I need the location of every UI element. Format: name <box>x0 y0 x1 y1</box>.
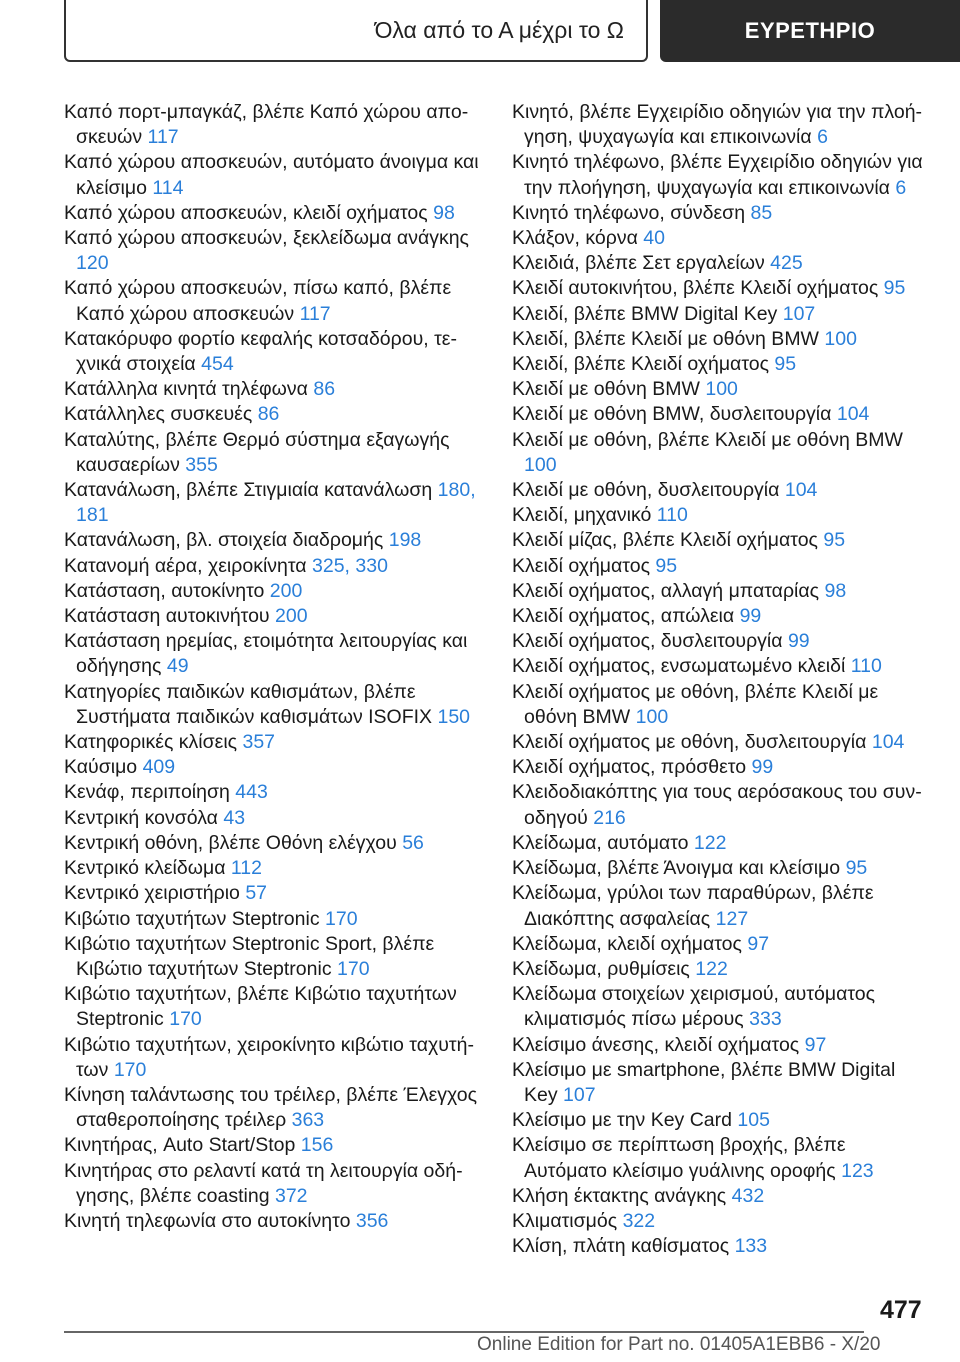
entry-text: Κεντρική κονσόλα <box>64 806 218 829</box>
index-entry <box>512 251 932 276</box>
index-entry <box>512 478 932 503</box>
entry-text: Καπό χώρου αποσκευών, κλειδί οχήματος <box>64 201 428 224</box>
entry-text: Κλειδί οχήματος, δυσλειτουργία <box>512 630 783 653</box>
index-entry <box>64 528 479 553</box>
entry-text: Κλειδί αυτοκινήτου, βλέπε Κλειδί οχήματος <box>512 277 879 300</box>
index-entry <box>512 377 932 402</box>
index-entry <box>512 780 932 830</box>
index-entry <box>512 982 932 1032</box>
entry-page-link[interactable]: 110 <box>850 655 882 678</box>
entry-page-link[interactable]: 97 <box>804 1033 827 1056</box>
index-entry <box>512 554 932 579</box>
entry-page-link[interactable]: 200 <box>269 579 303 602</box>
index-entry <box>64 100 479 150</box>
index-entry <box>512 604 932 629</box>
entry-text: Κλείδωμα, ρυθμίσεις <box>512 957 690 980</box>
index-entry <box>64 881 479 906</box>
entry-page-link[interactable]: 356 <box>355 1209 389 1232</box>
entry-text: Κιβώτιο ταχυτήτων Steptronic Sport, βλέπε Κιβώτιο ταχυτήτων Steptronic <box>64 932 435 980</box>
entry-text: Κενάφ, περιποίηση <box>64 781 230 804</box>
index-entry <box>64 428 479 478</box>
entry-page-link[interactable]: 114 <box>152 176 184 199</box>
index-entry <box>512 881 932 931</box>
entry-text: Κατακόρυφο φορτίο κεφαλής κοτσαδόρου, τεχνικά στοιχεία <box>64 327 457 376</box>
entry-text: Κατάλληλες συσκευές <box>64 403 253 426</box>
index-entry <box>512 730 932 755</box>
entry-page-link[interactable]: 95 <box>883 277 906 300</box>
index-entry <box>512 150 932 200</box>
entry-page-link[interactable]: 85 <box>750 201 773 224</box>
index-column-right <box>512 100 932 1259</box>
index-entry <box>64 377 479 402</box>
entry-page-link[interactable]: 170 <box>325 907 358 930</box>
entry-page-link[interactable]: 57 <box>245 882 268 905</box>
entry-text: Καπό πορτ-μπαγκάζ, βλέπε Καπό χώρου αποσκευών <box>64 101 469 149</box>
entry-text: Κλείδωμα, κλειδί οχήματος <box>512 932 742 955</box>
entry-page-link[interactable]: 95 <box>845 857 868 880</box>
index-entry <box>512 654 932 679</box>
index-entry <box>64 1133 479 1158</box>
entry-page-link[interactable]: 43 <box>223 806 246 829</box>
index-entry <box>512 579 932 604</box>
entry-page-link[interactable]: 6 <box>817 126 828 149</box>
entry-page-link[interactable]: 95 <box>655 554 678 577</box>
entry-page-link[interactable]: 86 <box>313 378 336 401</box>
entry-page-link[interactable]: 49 <box>166 655 189 678</box>
entry-page-link[interactable]: 372 <box>274 1184 308 1207</box>
entry-page-link[interactable]: 95 <box>774 353 797 376</box>
entry-text: Κεντρικό χειριστήριο <box>64 882 240 905</box>
entry-text: Κλειδί οχήματος, απώλεια <box>512 605 735 628</box>
entry-text: Κλείσιμο σε περίπτωση βροχής, βλέπε Αυτόματο κλείσιμο γυάλινης οροφής <box>512 1134 846 1182</box>
entry-text: Κλειδί οχήματος <box>512 554 650 577</box>
entry-page-link[interactable]: 56 <box>402 831 424 854</box>
entry-page-link[interactable]: 357 <box>242 731 276 754</box>
entry-text: Κινητή τηλεφωνία στο αυτοκίνητο <box>64 1209 351 1232</box>
entry-page-link[interactable]: 170 <box>113 1058 147 1081</box>
entry-text: Κλειδί, βλέπε Κλειδί με οθόνη BMW <box>512 327 819 350</box>
entry-text: Κεντρική οθόνη, βλέπε Οθόνη ελέγχου <box>64 831 397 854</box>
entry-page-link[interactable]: 99 <box>739 605 762 628</box>
index-entry <box>64 579 479 604</box>
index-entry <box>512 856 932 881</box>
entry-text: Κίνηση ταλάντωσης του τρέιλερ, βλέπε Έλεγχος σταθεροποίησης τρέιλερ <box>64 1083 477 1132</box>
entry-text: Καύσιμο <box>64 756 138 779</box>
entry-text: Κιβώτιο ταχυτήτων Steptronic <box>64 907 320 930</box>
entry-text: Κλείδωμα στοιχείων χειρισμού, αυτόματος κλιματισμός πίσω μέρους <box>512 983 876 1031</box>
entry-page-link[interactable]: 200 <box>275 605 308 628</box>
entry-page-link[interactable]: 100 <box>635 705 669 728</box>
index-entry <box>512 932 932 957</box>
entry-page-link[interactable]: 156 <box>300 1134 334 1157</box>
entry-text: Κλείσιμο με smartphone, βλέπε BMW Digital Key <box>512 1058 896 1106</box>
index-entry <box>64 478 479 528</box>
index-entry <box>512 831 932 856</box>
entry-text: Κινητό, βλέπε Εγχειρίδιο οδηγιών για την πλοήγηση, ψυχαγωγία και επικοινωνία <box>512 101 923 149</box>
index-entry <box>512 201 932 226</box>
index-entry <box>64 982 479 1032</box>
index-entry <box>64 629 479 679</box>
entry-page-link[interactable]: 100 <box>824 327 857 350</box>
entry-page-link[interactable]: 107 <box>563 1083 596 1106</box>
entry-page-link[interactable]: 104 <box>871 731 905 754</box>
entry-text: Κλειδί, βλέπε BMW Digital Key <box>512 302 778 325</box>
entry-page-link[interactable]: 170 <box>337 957 370 980</box>
entry-page-link[interactable]: 98 <box>824 579 847 602</box>
footer-divider <box>64 1331 864 1333</box>
entry-text: Καπό χώρου αποσκευών, ξεκλείδωμα ανάγκης <box>64 227 469 250</box>
entry-page-link[interactable]: 97 <box>747 932 770 955</box>
entry-text: Κιβώτιο ταχυτήτων, χειροκίνητο κιβώτιο ταχυτήτων <box>64 1033 474 1081</box>
entry-text: Κλίση, πλάτη καθίσματος <box>512 1235 730 1258</box>
index-entry <box>64 856 479 881</box>
index-entry <box>64 780 479 805</box>
entry-page-link[interactable]: 150 <box>437 705 471 728</box>
index-entry <box>64 680 479 730</box>
entry-text: Κινητήρας στο ρελαντί κατά τη λειτουργία οδήγησης, βλέπε coasting <box>64 1159 463 1207</box>
index-entry <box>512 528 932 553</box>
entry-text: Κινητήρας, Auto Start/Stop <box>64 1134 296 1157</box>
entry-text: Κλειδί, βλέπε Κλειδί οχήματος <box>512 353 769 376</box>
index-entry <box>512 680 932 730</box>
entry-page-link[interactable]: 105 <box>737 1109 770 1132</box>
index-entry <box>64 1083 479 1133</box>
entry-text: Καπό χώρου αποσκευών, πίσω καπό, βλέπε Καπό χώρου αποσκευών <box>64 277 452 325</box>
entry-page-link[interactable]: 443 <box>235 781 268 804</box>
index-entry <box>512 1033 932 1058</box>
entry-text: Κλείδωμα, βλέπε Άνοιγμα και κλείσιμο <box>512 857 841 880</box>
entry-page-link[interactable]: 104 <box>784 479 818 502</box>
index-entry <box>64 1209 479 1234</box>
index-entry <box>512 226 932 251</box>
entry-page-link[interactable]: 100 <box>524 453 557 476</box>
entry-page-link[interactable]: 95 <box>823 529 846 552</box>
entry-page-link[interactable]: 100 <box>705 378 738 401</box>
index-entry <box>64 730 479 755</box>
entry-text: Καταλύτης, βλέπε Θερμό σύστημα εξαγωγής καυσαερίων <box>64 428 450 476</box>
index-entry <box>512 428 932 478</box>
entry-text: Κλειδί με οθόνη, βλέπε Κλειδί με οθόνη BMW <box>512 428 903 451</box>
entry-page-link[interactable]: 120 <box>76 252 109 275</box>
entry-text: Κλειδί οχήματος, ενσωματωμένο κλειδί <box>512 655 846 678</box>
entry-page-link[interactable]: 133 <box>734 1235 768 1258</box>
entry-page-link[interactable]: 117 <box>299 302 331 325</box>
entry-page-link[interactable]: 333 <box>749 1008 782 1031</box>
entry-text: Κατάσταση ηρεμίας, ετοιμότητα λειτουργίας και οδήγησης <box>64 630 468 678</box>
entry-page-link[interactable]: 107 <box>782 302 816 325</box>
entry-text: Κλείδωμα, γρύλοι των παραθύρων, βλέπε Διακόπτης ασφαλείας <box>512 882 874 930</box>
entry-text: Κλείσιμο με την Key Card <box>512 1109 732 1132</box>
entry-text: Κατανάλωση, βλέπε Στιγμιαία κατανάλωση <box>64 479 433 502</box>
entry-text: Κεντρικό κλείδωμα <box>64 857 226 880</box>
entry-text: Κλειδί οχήματος, πρόσθετο <box>512 756 747 779</box>
index-entry <box>64 201 479 226</box>
entry-text: Κλειδί οχήματος, αλλαγή μπαταρίας <box>512 579 820 602</box>
index-entry <box>512 1209 932 1234</box>
entry-text: Καπό χώρου αποσκευών, αυτόματο άνοιγμα και κλείσιμο <box>64 151 479 199</box>
entry-text: Κλάξον, κόρνα <box>512 227 638 250</box>
index-entry <box>64 907 479 932</box>
entry-text: Κατάσταση, αυτοκίνητο <box>64 579 265 602</box>
entry-text: Κλειδιά, βλέπε Σετ εργαλείων <box>512 252 765 275</box>
entry-page-link[interactable]: 117 <box>147 126 179 149</box>
index-column-left <box>64 100 479 1234</box>
entry-page-link[interactable]: 363 <box>291 1109 325 1132</box>
entry-text: Κιβώτιο ταχυτήτων, βλέπε Κιβώτιο ταχυτήτων Steptronic <box>64 983 457 1031</box>
entry-page-link[interactable]: 409 <box>142 756 176 779</box>
entry-text: Κλείσιμο άνεσης, κλειδί οχήματος <box>512 1033 800 1056</box>
index-entry <box>64 755 479 780</box>
index-entry <box>512 1108 932 1133</box>
entry-text: Κινητό τηλέφωνο, βλέπε Εγχειρίδιο οδηγιών για την πλοήγηση, ψυχαγωγία και επικοινωνία <box>512 151 923 199</box>
entry-page-link[interactable]: 454 <box>201 353 234 376</box>
entry-page-link[interactable]: 216 <box>593 806 626 829</box>
index-entry <box>64 932 479 982</box>
entry-page-link[interactable]: 110 <box>656 504 688 527</box>
index-entry <box>512 503 932 528</box>
entry-page-link[interactable]: 122 <box>695 957 728 980</box>
entry-page-link[interactable]: 123 <box>841 1159 874 1182</box>
entry-text: Κατάλληλα κινητά τηλέφωνα <box>64 378 308 401</box>
entry-text: Κλειδοδιακόπτης για τους αερόσακους του συνοδηγού <box>512 781 922 829</box>
entry-page-link[interactable]: 180, 181 <box>76 479 476 527</box>
index-entry <box>512 302 932 327</box>
entry-page-link[interactable]: 6 <box>895 176 907 199</box>
index-tab[interactable]: ΕΥΡΕΤΗΡΙΟ <box>660 0 960 62</box>
entry-text: Κατανομή αέρα, χειροκίνητα <box>64 554 307 577</box>
index-entry <box>64 226 479 276</box>
entry-text: Κλειδί, μηχανικό <box>512 504 652 527</box>
entry-page-link[interactable]: 322 <box>622 1209 656 1232</box>
index-entry <box>64 402 479 427</box>
page-header <box>64 0 960 64</box>
entry-page-link[interactable]: 112 <box>230 857 262 880</box>
entry-text: Κλειδί οχήματος με οθόνη, βλέπε Κλειδί με οθόνη BMW <box>512 680 879 728</box>
entry-text: Κλείδωμα, αυτόματο <box>512 831 689 854</box>
entry-page-link[interactable]: 40 <box>643 227 665 250</box>
index-entry <box>64 831 479 856</box>
index-entry <box>64 276 479 326</box>
index-entry <box>64 150 479 200</box>
index-entry <box>512 327 932 352</box>
index-entry <box>64 806 479 831</box>
entry-page-link[interactable]: 425 <box>770 252 803 275</box>
entry-text: Κλειδί οχήματος με οθόνη, δυσλειτουργία <box>512 731 867 754</box>
entry-page-link[interactable]: 432 <box>731 1184 765 1207</box>
page-number: 477 <box>880 1296 922 1324</box>
entry-page-link[interactable]: 325, 330 <box>312 554 388 577</box>
entry-page-link[interactable]: 86 <box>257 403 280 426</box>
entry-text: Κατανάλωση, βλ. στοιχεία διαδρομής <box>64 529 384 552</box>
entry-page-link[interactable]: 127 <box>715 907 749 930</box>
index-entry <box>512 402 932 427</box>
index-entry <box>64 1159 479 1209</box>
index-entry <box>512 100 932 150</box>
entry-page-link[interactable]: 99 <box>751 756 774 779</box>
index-entry <box>512 629 932 654</box>
section-title: Όλα από το Α μέχρι το Ω <box>64 0 648 62</box>
index-entry <box>512 276 932 301</box>
entry-page-link[interactable]: 104 <box>836 403 870 426</box>
entry-text: Κατηφορικές κλίσεις <box>64 731 238 754</box>
index-entry <box>64 604 479 629</box>
entry-text: Κλιματισμός <box>512 1209 618 1232</box>
index-entry <box>512 1184 932 1209</box>
index-entry <box>64 1033 479 1083</box>
index-entry <box>512 1058 932 1108</box>
entry-page-link[interactable]: 170 <box>169 1008 202 1031</box>
index-entry <box>512 957 932 982</box>
entry-page-link[interactable]: 122 <box>693 831 727 854</box>
entry-text: Κλειδί με οθόνη BMW, δυσλειτουργία <box>512 403 832 426</box>
entry-text: Κλειδί με οθόνη BMW <box>512 378 700 401</box>
entry-text: Κλειδί με οθόνη, δυσλειτουργία <box>512 479 780 502</box>
entry-page-link[interactable]: 198 <box>388 529 422 552</box>
footer-edition-text: Online Edition for Part no. 01405A1EBB6 - X/20 <box>477 1334 881 1355</box>
entry-text: Κλήση έκτακτης ανάγκης <box>512 1184 727 1207</box>
index-entry <box>512 1133 932 1183</box>
entry-page-link[interactable]: 98 <box>433 201 455 224</box>
index-entry <box>512 755 932 780</box>
index-entry <box>512 352 932 377</box>
entry-page-link[interactable]: 355 <box>185 453 218 476</box>
index-entry <box>512 1234 932 1259</box>
index-entry <box>64 554 479 579</box>
entry-text: Κλειδί μίζας, βλέπε Κλειδί οχήματος <box>512 529 818 552</box>
entry-text: Κατηγορίες παιδικών καθισμάτων, βλέπε Συστήματα παιδικών καθισμάτων ISOFIX <box>64 680 433 728</box>
entry-page-link[interactable]: 99 <box>787 630 810 653</box>
index-entry <box>64 327 479 377</box>
entry-text: Κινητό τηλέφωνο, σύνδεση <box>512 201 746 224</box>
entry-text: Κατάσταση αυτοκινήτου <box>64 605 270 628</box>
